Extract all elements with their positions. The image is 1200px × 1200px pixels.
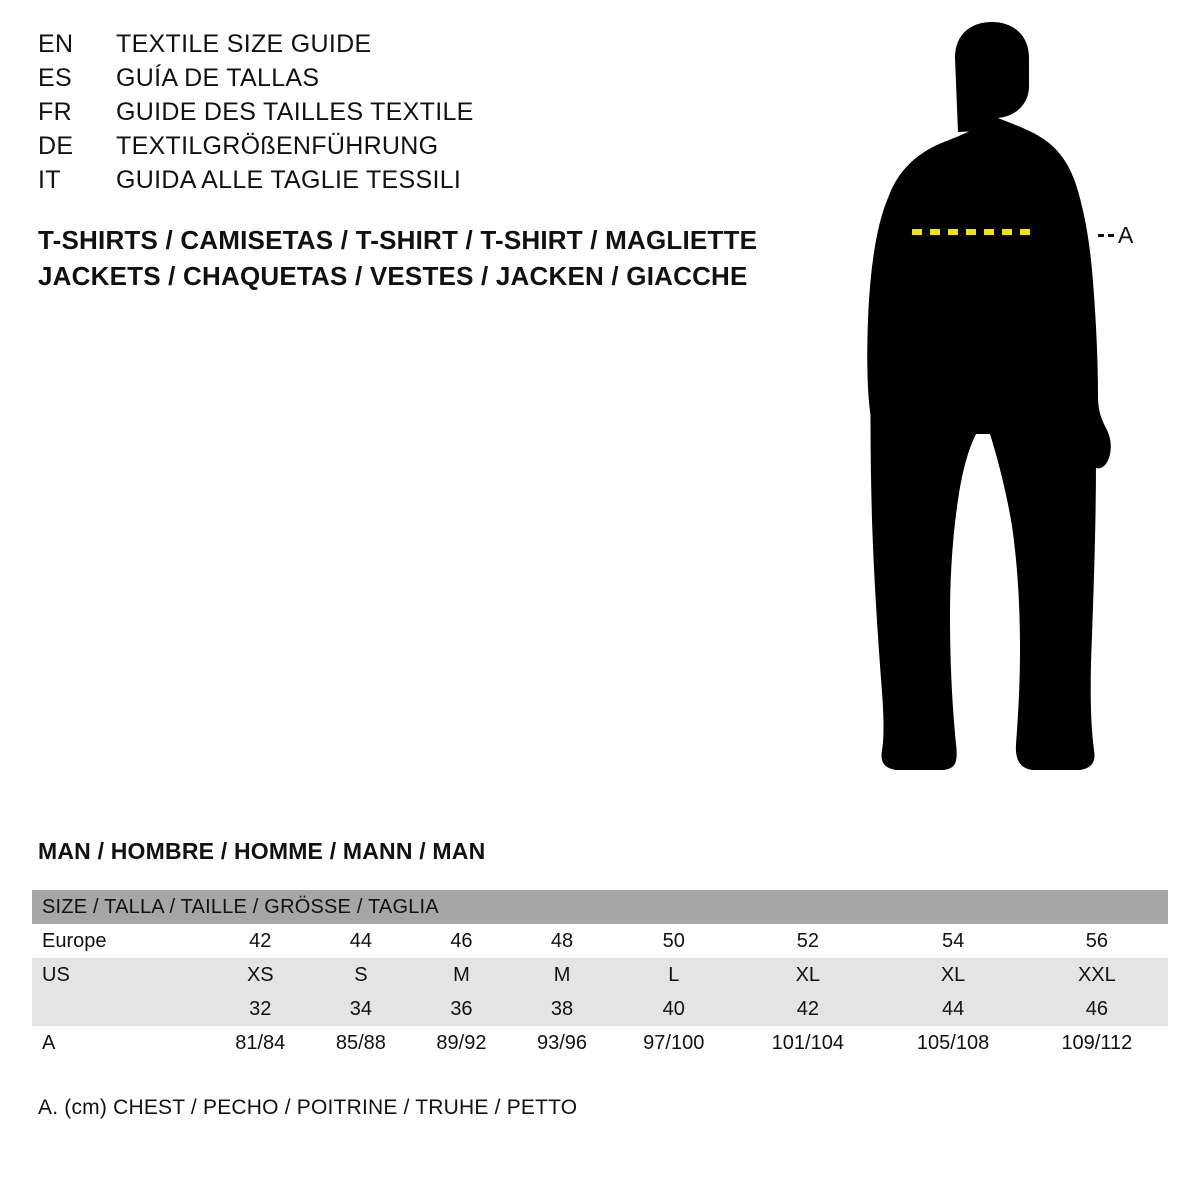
table-cell: XXL <box>1077 963 1116 986</box>
language-title: TEXTILE SIZE GUIDE <box>116 30 372 58</box>
body-silhouette-figure <box>840 20 1180 790</box>
size-table <box>32 890 1168 1060</box>
table-cell: 44 <box>941 997 965 1020</box>
language-row <box>38 30 798 64</box>
table-cell: XS <box>246 963 274 986</box>
language-row <box>38 166 798 200</box>
language-code: EN <box>38 30 74 58</box>
language-title: GUÍA DE TALLAS <box>116 64 320 92</box>
table-cell: 56 <box>1085 929 1108 952</box>
gender-title: MAN / HOMBRE / HOMME / MANN / MAN <box>38 838 486 864</box>
table-cell: M <box>453 963 470 986</box>
language-code: DE <box>38 132 74 160</box>
table-cell: S <box>354 963 368 986</box>
table-cell: 89/92 <box>436 1031 487 1054</box>
table-cell: 42 <box>249 929 272 952</box>
table-row <box>32 1026 1168 1060</box>
footnote-chest-measure: A. (cm) CHEST / PECHO / POITRINE / TRUHE / PETTO <box>38 1096 578 1119</box>
table-cell: 36 <box>450 997 473 1020</box>
table-row <box>32 958 1168 992</box>
table-cell: 93/96 <box>536 1031 588 1054</box>
table-cell: 101/104 <box>771 1031 844 1054</box>
table-cell: XL <box>795 963 821 986</box>
dash-icon <box>1098 234 1104 237</box>
table-cell: 34 <box>349 997 372 1020</box>
table-cell: XL <box>940 963 966 986</box>
table-cell: 52 <box>796 929 819 952</box>
language-row <box>38 132 798 166</box>
table-cell: 44 <box>349 929 372 952</box>
language-code: IT <box>38 166 61 194</box>
language-title: GUIDA ALLE TAGLIE TESSILI <box>116 166 462 194</box>
language-title: TEXTILGRÖßENFÜHRUNG <box>116 132 439 160</box>
table-cell: 48 <box>550 929 574 952</box>
measure-label: A <box>1118 222 1134 248</box>
table-row <box>32 992 1168 1026</box>
table-cell: 109/112 <box>1061 1031 1133 1054</box>
dash-icon <box>1108 234 1114 237</box>
table-header-row <box>32 890 1168 924</box>
table-cell: 46 <box>1085 997 1108 1020</box>
table-cell: 54 <box>941 929 965 952</box>
row-label-blank <box>32 992 210 1026</box>
chest-measure-callout <box>1098 222 1134 249</box>
table-cell: 50 <box>662 929 685 952</box>
table-cell: 46 <box>450 929 473 952</box>
language-code: ES <box>38 64 72 92</box>
language-row <box>38 64 798 98</box>
language-header-block <box>38 30 798 200</box>
table-cell: L <box>668 963 680 986</box>
row-label-europe: Europe <box>42 929 107 952</box>
table-cell: 42 <box>796 997 819 1020</box>
language-row <box>38 98 798 132</box>
category-line-jackets: JACKETS / CHAQUETAS / VESTES / JACKEN / GIACCHE <box>38 261 748 291</box>
language-title: GUIDE DES TAILLES TEXTILE <box>116 98 474 126</box>
category-line-tshirts: T-SHIRTS / CAMISETAS / T-SHIRT / T-SHIRT / MAGLIETTE <box>38 225 758 255</box>
table-cell: 105/108 <box>916 1031 990 1054</box>
table-cell: 40 <box>662 997 685 1020</box>
language-code: FR <box>38 98 72 126</box>
silhouette-icon <box>840 20 1180 790</box>
table-cell: 81/84 <box>235 1031 286 1054</box>
table-cell: 32 <box>249 997 272 1020</box>
table-cell: 97/100 <box>643 1031 705 1054</box>
table-cell: 85/88 <box>335 1031 386 1054</box>
table-cell: M <box>553 963 571 986</box>
row-label-a: A <box>42 1031 56 1054</box>
row-label-us: US <box>42 963 70 986</box>
table-header-label: SIZE / TALLA / TAILLE / GRÖSSE / TAGLIA <box>42 895 439 918</box>
table-row <box>32 924 1168 958</box>
category-block <box>38 222 838 294</box>
table-cell: 38 <box>550 997 574 1020</box>
